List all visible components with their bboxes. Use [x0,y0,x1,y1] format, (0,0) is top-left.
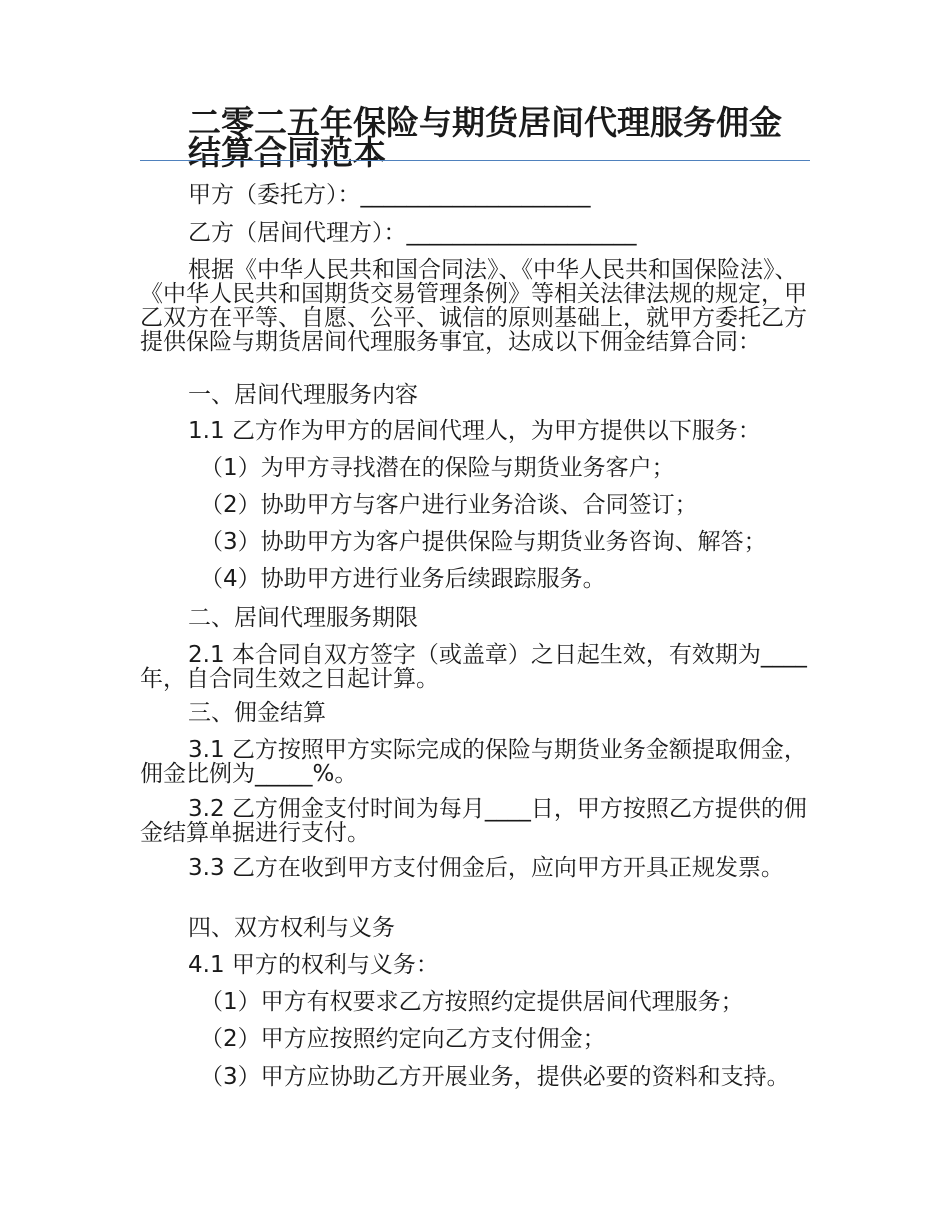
party-b-line: 乙方（居间代理方）：____________________ [188,220,637,246]
clause-3-1: 3.1 乙方按照甲方实际完成的保险与期货业务金额提取佣金，佣金比例为_____%。 [140,737,807,787]
clause-4-1: 4.1 甲方的权利与义务： [188,952,439,978]
clause-3-2: 3.2 乙方佣金支付时间为每月____日，甲方按照乙方提供的佣金结算单据进行支付。 [140,796,807,846]
clause-1-1-item: （3）协助甲方为客户提供保险与期货业务咨询、解答； [200,529,767,555]
clause-1-1-item: （2）协助甲方与客户进行业务洽谈、合同签订； [200,492,698,518]
clause-3-3: 3.3 乙方在收到甲方支付佣金后，应向甲方开具正规发票。 [188,855,784,881]
preamble-paragraph: 根据《中华人民共和国合同法》、《中华人民共和国保险法》、《中华人民共和国期货交易管理条例》等相关法律法规的规定，甲乙双方在平等、自愿、公平、诚信的原则基础上，就甲方委托乙方提供保险与期货居间代理服务事宜，达成以下佣金结算合同： [140,257,807,355]
clause-1-1-item: （1）为甲方寻找潜在的保险与期货业务客户； [200,455,675,481]
clause-4-1-item: （1）甲方有权要求乙方按照约定提供居间代理服务； [200,989,744,1015]
document-title: 二零二五年保险与期货居间代理服务佣金结算合同范本 [188,103,782,172]
section-4-heading: 四、双方权利与义务 [188,915,395,941]
clause-4-1-item: （2）甲方应按照约定向乙方支付佣金； [200,1026,606,1052]
section-3-heading: 三、佣金结算 [188,700,326,726]
clause-1-1: 1.1 乙方作为甲方的居间代理人，为甲方提供以下服务： [188,418,761,444]
party-a-line: 甲方（委托方）：____________________ [188,182,591,208]
title-underline [140,160,810,161]
clause-4-1-item: （3）甲方应协助乙方开展业务，提供必要的资料和支持。 [200,1064,790,1090]
section-1-heading: 一、居间代理服务内容 [188,382,418,408]
clause-1-1-item: （4）协助甲方进行业务后续跟踪服务。 [200,566,606,592]
clause-2-1: 2.1 本合同自双方签字（或盖章）之日起生效，有效期为____年，自合同生效之日起计算。 [140,642,807,692]
section-2-heading: 二、居间代理服务期限 [188,605,418,631]
